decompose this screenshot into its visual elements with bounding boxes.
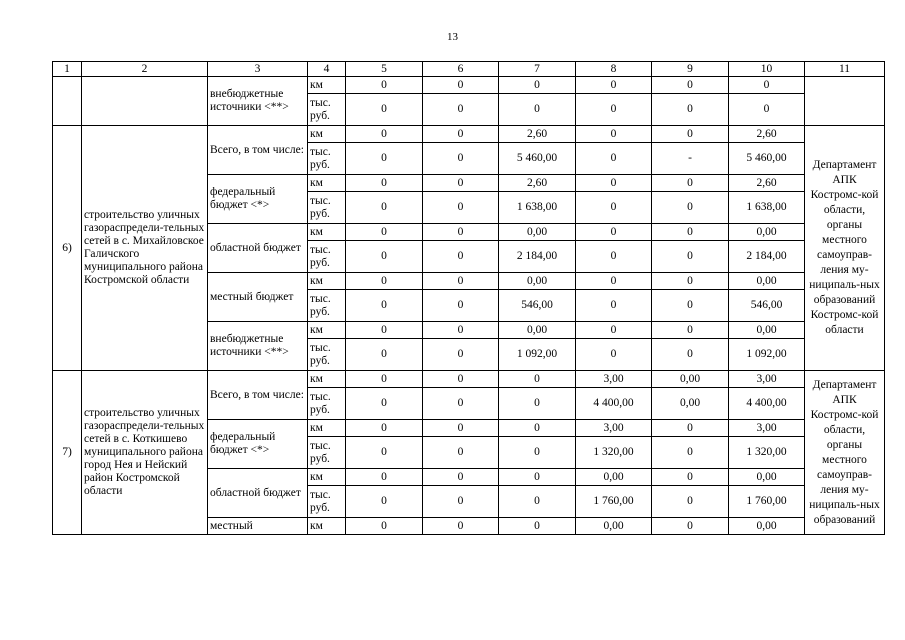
value-cell: 0	[423, 420, 499, 437]
value-cell: 0	[499, 518, 576, 535]
value-cell: 0,00	[499, 322, 576, 339]
value-cell: 0	[729, 77, 805, 94]
value-cell: 0	[652, 77, 729, 94]
source-cell: федеральный бюджет <*>	[208, 175, 308, 224]
value-cell: 0	[576, 126, 652, 143]
value-cell: 0	[576, 175, 652, 192]
value-cell: 0	[652, 322, 729, 339]
value-cell: 3,00	[729, 371, 805, 388]
unit-cell: тыс. руб.	[308, 241, 346, 273]
unit-cell: км	[308, 469, 346, 486]
value-cell: 0	[576, 94, 652, 126]
source-cell: областной бюджет	[208, 469, 308, 518]
budget-table	[52, 61, 885, 535]
value-cell: 0	[423, 339, 499, 371]
value-cell: 0	[499, 77, 576, 94]
value-cell: 0	[652, 486, 729, 518]
unit-cell: км	[308, 371, 346, 388]
value-cell: 0	[346, 388, 423, 420]
value-cell: 0	[652, 192, 729, 224]
value-cell: 0	[652, 273, 729, 290]
responsible-cell: Департамент АПК Костромс-кой области, органы местного самоуправ-ления му-ниципаль-ных образований	[805, 371, 885, 535]
value-cell: 0,00	[652, 388, 729, 420]
item-name: строительство уличных газораспредели-тельных сетей в с. Михайловское Галичского муниципального района Костромской области	[82, 126, 208, 371]
unit-cell: км	[308, 518, 346, 535]
source-cell: федеральный бюджет <*>	[208, 420, 308, 469]
value-cell: 0	[346, 224, 423, 241]
value-cell: 0	[423, 290, 499, 322]
value-cell: 0	[346, 486, 423, 518]
value-cell: 0,00	[729, 224, 805, 241]
unit-cell: тыс. руб.	[308, 290, 346, 322]
value-cell: 0	[423, 94, 499, 126]
value-cell: 2 184,00	[499, 241, 576, 273]
value-cell: 0	[423, 143, 499, 175]
unit-cell: км	[308, 126, 346, 143]
value-cell: 0	[423, 518, 499, 535]
value-cell: 3,00	[576, 420, 652, 437]
source-cell: Всего, в том числе:	[208, 126, 308, 175]
unit-cell: тыс. руб.	[308, 339, 346, 371]
header-cell: 11	[805, 62, 885, 77]
value-cell: 0	[652, 241, 729, 273]
page-number: 13	[447, 31, 458, 43]
value-cell: 0	[346, 94, 423, 126]
value-cell: 1 638,00	[729, 192, 805, 224]
value-cell: 0	[652, 290, 729, 322]
value-cell: 2,60	[729, 126, 805, 143]
unit-cell: тыс. руб.	[308, 486, 346, 518]
responsible-cell: Департамент АПК Костромс-кой области, органы местного самоуправ-ления му-ниципаль-ных образований Костромс-кой области	[805, 126, 885, 371]
value-cell: 5 460,00	[729, 143, 805, 175]
value-cell: 0,00	[729, 322, 805, 339]
value-cell: 0	[346, 371, 423, 388]
value-cell: 0	[729, 94, 805, 126]
source-cell: Всего, в том числе:	[208, 371, 308, 420]
source-cell: внебюджетные источники <**>	[208, 77, 308, 126]
value-cell: 4 400,00	[576, 388, 652, 420]
value-cell: 0	[423, 486, 499, 518]
header-cell: 1	[53, 62, 82, 77]
value-cell: 0	[423, 273, 499, 290]
unit-cell: тыс. руб.	[308, 192, 346, 224]
unit-cell: тыс. руб.	[308, 143, 346, 175]
value-cell: 0,00	[652, 371, 729, 388]
value-cell: 0,00	[729, 469, 805, 486]
value-cell: 0	[346, 339, 423, 371]
header-cell: 8	[576, 62, 652, 77]
value-cell: 0	[652, 420, 729, 437]
value-cell: 0	[346, 273, 423, 290]
unit-cell: тыс. руб.	[308, 388, 346, 420]
header-cell: 6	[423, 62, 499, 77]
value-cell: 0,00	[729, 273, 805, 290]
unit-cell: км	[308, 77, 346, 94]
name-cell	[82, 77, 208, 126]
value-cell: 2 184,00	[729, 241, 805, 273]
header-cell: 10	[729, 62, 805, 77]
value-cell: 2,60	[499, 175, 576, 192]
value-cell: 0	[652, 224, 729, 241]
item-index: 7)	[53, 371, 82, 535]
value-cell: -	[652, 143, 729, 175]
value-cell: 0	[652, 469, 729, 486]
value-cell: 5 460,00	[499, 143, 576, 175]
header-cell: 9	[652, 62, 729, 77]
table-row	[53, 77, 885, 94]
unit-cell: км	[308, 322, 346, 339]
value-cell: 0	[423, 469, 499, 486]
table-row	[53, 371, 885, 388]
unit-cell: тыс. руб.	[308, 94, 346, 126]
value-cell: 0	[346, 192, 423, 224]
value-cell: 1 638,00	[499, 192, 576, 224]
source-cell: областной бюджет	[208, 224, 308, 273]
value-cell: 0	[652, 437, 729, 469]
unit-cell: км	[308, 420, 346, 437]
unit-cell: км	[308, 175, 346, 192]
value-cell: 0	[576, 241, 652, 273]
value-cell: 0	[423, 322, 499, 339]
value-cell: 0	[423, 175, 499, 192]
value-cell: 0	[576, 143, 652, 175]
value-cell: 0,00	[576, 518, 652, 535]
value-cell: 0	[346, 437, 423, 469]
header-row	[53, 62, 885, 77]
value-cell: 0	[499, 469, 576, 486]
table-row	[53, 126, 885, 143]
value-cell: 0	[346, 143, 423, 175]
header-cell: 3	[208, 62, 308, 77]
value-cell: 0	[499, 388, 576, 420]
value-cell: 0	[652, 94, 729, 126]
value-cell: 0	[576, 290, 652, 322]
source-cell: местный бюджет	[208, 273, 308, 322]
value-cell: 1 320,00	[576, 437, 652, 469]
value-cell: 0	[499, 94, 576, 126]
value-cell: 0,00	[576, 469, 652, 486]
value-cell: 1 092,00	[499, 339, 576, 371]
value-cell: 4 400,00	[729, 388, 805, 420]
value-cell: 0	[499, 371, 576, 388]
value-cell: 0	[652, 175, 729, 192]
value-cell: 0	[499, 420, 576, 437]
value-cell: 0	[499, 437, 576, 469]
value-cell: 0	[346, 175, 423, 192]
value-cell: 0	[423, 192, 499, 224]
value-cell: 2,60	[729, 175, 805, 192]
value-cell: 0	[576, 224, 652, 241]
item-index: 6)	[53, 126, 82, 371]
value-cell: 0	[423, 241, 499, 273]
value-cell: 0	[346, 241, 423, 273]
value-cell: 0	[576, 273, 652, 290]
value-cell: 0	[346, 77, 423, 94]
value-cell: 0	[423, 437, 499, 469]
value-cell: 0,00	[499, 224, 576, 241]
value-cell: 0	[346, 518, 423, 535]
header-cell: 2	[82, 62, 208, 77]
value-cell: 0	[423, 126, 499, 143]
value-cell: 546,00	[729, 290, 805, 322]
value-cell: 0,00	[729, 518, 805, 535]
responsible-cell	[805, 77, 885, 126]
source-cell: внебюджетные источники <**>	[208, 322, 308, 371]
value-cell: 0	[652, 126, 729, 143]
value-cell: 0	[346, 469, 423, 486]
value-cell: 1 320,00	[729, 437, 805, 469]
value-cell: 0	[652, 518, 729, 535]
unit-cell: км	[308, 273, 346, 290]
value-cell: 0	[423, 77, 499, 94]
value-cell: 0	[576, 77, 652, 94]
value-cell: 0	[576, 322, 652, 339]
value-cell: 1 760,00	[576, 486, 652, 518]
value-cell: 0	[423, 224, 499, 241]
value-cell: 0	[423, 371, 499, 388]
value-cell: 1 092,00	[729, 339, 805, 371]
value-cell: 0	[423, 388, 499, 420]
value-cell: 0	[499, 486, 576, 518]
header-cell: 5	[346, 62, 423, 77]
value-cell: 0	[346, 322, 423, 339]
unit-cell: км	[308, 224, 346, 241]
index-cell	[53, 77, 82, 126]
value-cell: 0	[346, 420, 423, 437]
value-cell: 0	[576, 339, 652, 371]
value-cell: 0,00	[499, 273, 576, 290]
value-cell: 1 760,00	[729, 486, 805, 518]
source-cell: местный	[208, 518, 308, 535]
item-name: строительство уличных газораспредели-тельных сетей в с. Коткишево муниципального района город Нея и Нейский район Костромской области	[82, 371, 208, 535]
value-cell: 0	[652, 339, 729, 371]
value-cell: 3,00	[729, 420, 805, 437]
value-cell: 2,60	[499, 126, 576, 143]
value-cell: 0	[576, 192, 652, 224]
header-cell: 7	[499, 62, 576, 77]
value-cell: 0	[346, 290, 423, 322]
value-cell: 3,00	[576, 371, 652, 388]
value-cell: 546,00	[499, 290, 576, 322]
header-cell: 4	[308, 62, 346, 77]
unit-cell: тыс. руб.	[308, 437, 346, 469]
value-cell: 0	[346, 126, 423, 143]
